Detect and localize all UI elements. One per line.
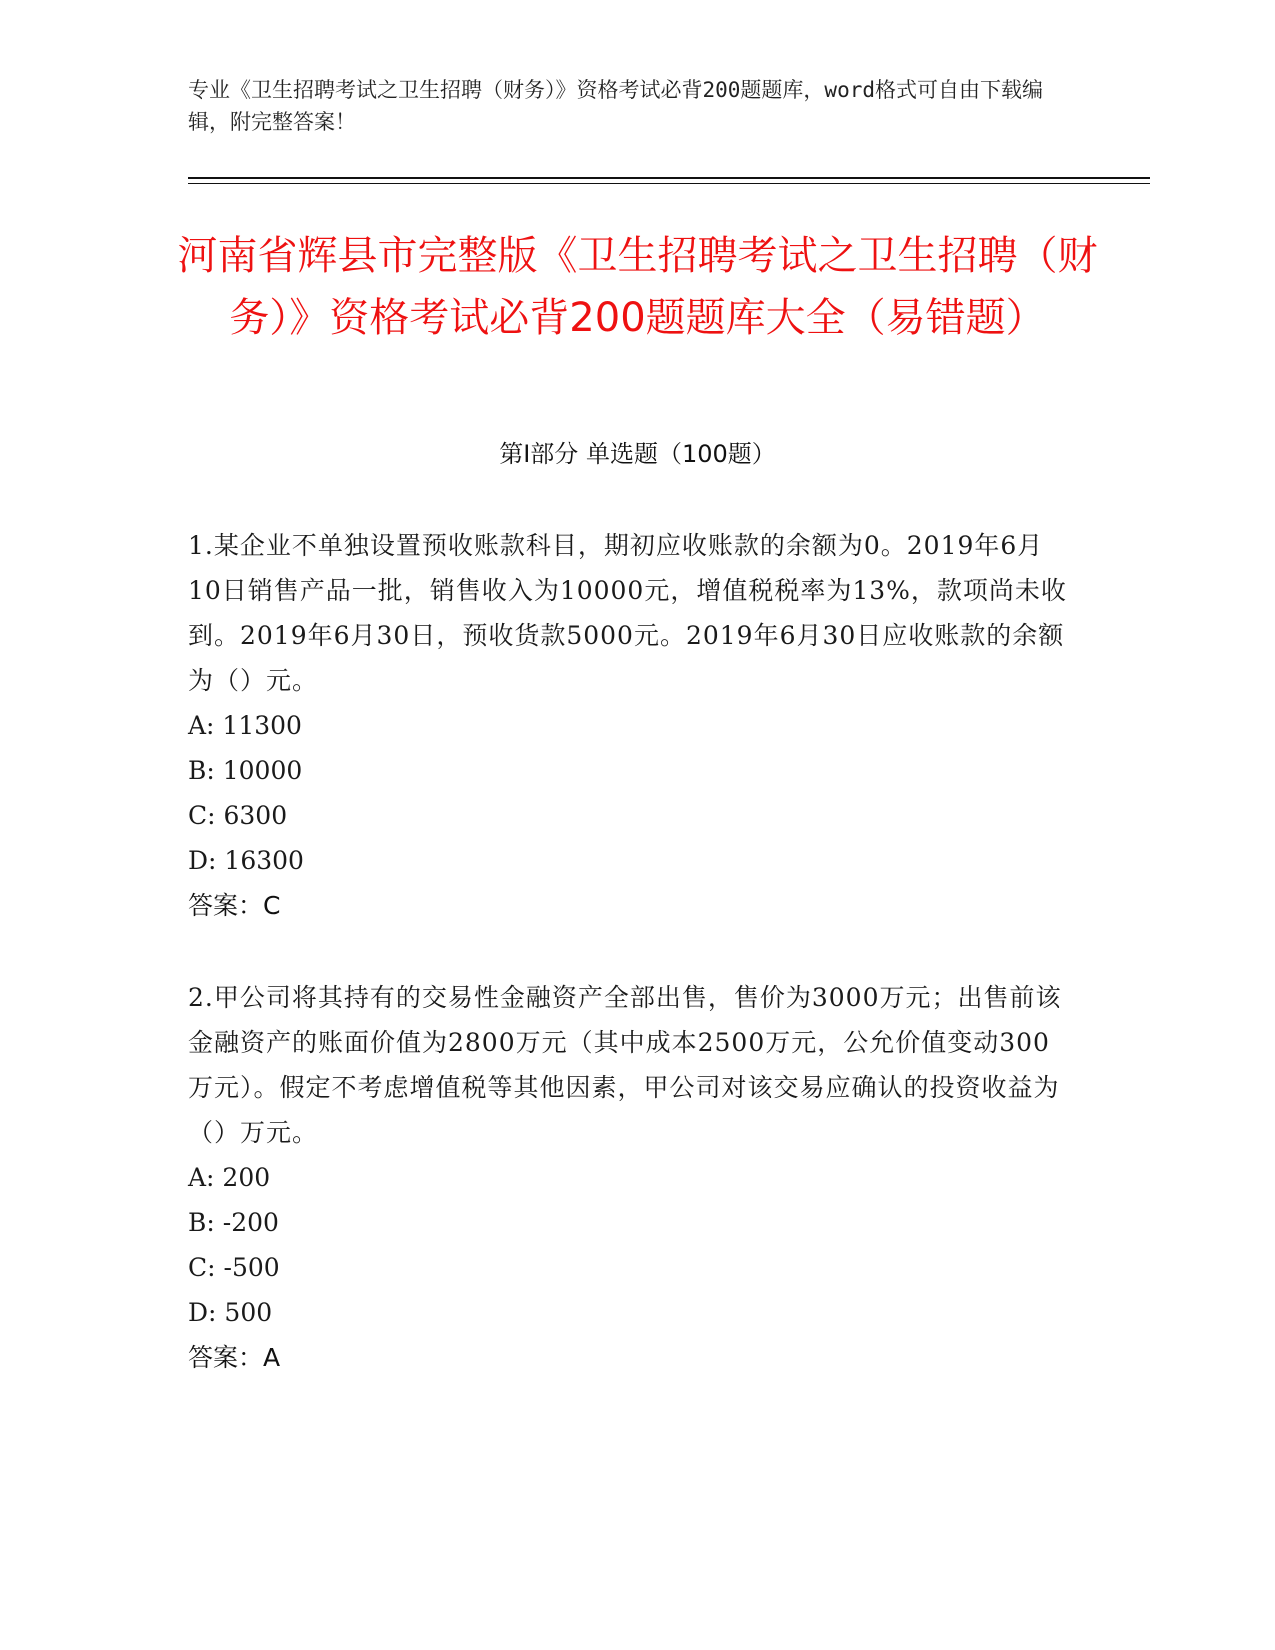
option-d: D: 500	[188, 1298, 273, 1327]
document-title: 河南省辉县市完整版《卫生招聘考试之卫生招聘（财务）》资格考试必背200题题库大全（易错题）	[177, 233, 1098, 341]
header-divider-thin	[188, 183, 1150, 184]
answer: 答案：A	[188, 1343, 281, 1372]
option-a: A: 11300	[188, 711, 302, 740]
answer: 答案：C	[188, 891, 281, 920]
header-note: 专业《卫生招聘考试之卫生招聘（财务）》资格考试必背200题题库，word格式可自由下载编辑，附完整答案！	[188, 78, 1043, 134]
section-heading: 第I部分 单选题（100题）	[499, 440, 776, 468]
option-b: B: 10000	[188, 756, 303, 785]
header-divider-thick	[188, 177, 1150, 179]
option-d: D: 16300	[188, 846, 304, 875]
option-c: C: 6300	[188, 801, 288, 830]
question-2	[188, 975, 1068, 1380]
question-stem: 1.某企业不单独设置预收账款科目，期初应收账款的余额为0。2019年6月10日销售产品一批，销售收入为10000元，增值税税率为13%，款项尚未收到。2019年6月30日，预收货款5000元。2019年6月30日应收账款的余额为（）元。	[188, 531, 1067, 695]
question-1	[188, 523, 1068, 928]
option-c: C: -500	[188, 1253, 280, 1282]
option-a: A: 200	[188, 1163, 271, 1192]
question-stem: 2.甲公司将其持有的交易性金融资产全部出售，售价为3000万元；出售前该金融资产的账面价值为2800万元（其中成本2500万元，公允价值变动300万元）。假定不考虑增值税等其他因素，甲公司对该交易应确认的投资收益为（）万元。	[188, 983, 1062, 1147]
option-b: B: -200	[188, 1208, 279, 1237]
